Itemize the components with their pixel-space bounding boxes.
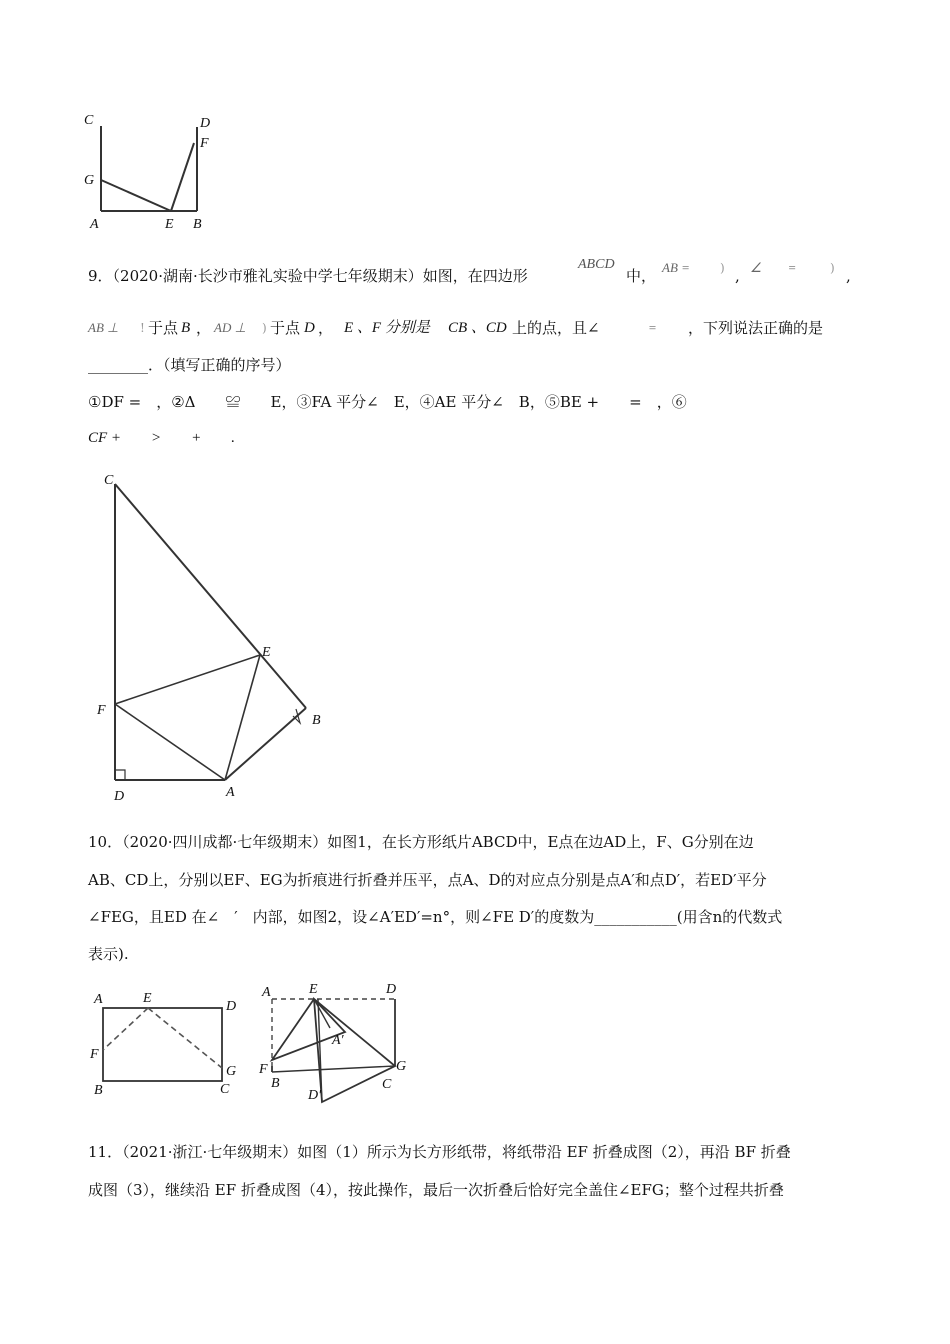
label-e9: E <box>262 645 271 660</box>
side-bottom <box>272 1066 395 1072</box>
q9-l2g: 上的点，且∠ <box>512 319 600 337</box>
label-a10a: A <box>94 992 103 1007</box>
q9-l2a: AB ⊥ <box>88 320 119 335</box>
label-g10b: G <box>396 1059 407 1074</box>
label-d10a: D <box>226 999 237 1014</box>
q9-l2-mark2: ) <box>262 321 267 335</box>
q9-comma1: , <box>735 267 740 285</box>
q10-line4: 表示). <box>88 945 129 963</box>
q11-line2: 成图（3），继续沿 EF 折叠成图（4），按此操作，最后一次折叠后恰好完全盖住∠EFG；整个过程共折叠 <box>88 1181 784 1199</box>
q9-l2e: E 、F 分别是 <box>344 320 430 336</box>
q10-line1: 10．（2020·四川成都·七年级期末）如图1，在长方形纸片ABCD中，E点在边AD上，F、G分别在边 <box>88 833 754 851</box>
q9-quad: ABCD <box>578 257 615 272</box>
q9-l2c: AD ⊥ <box>214 320 246 335</box>
q9-ab-eq: AB = <box>662 260 690 275</box>
q9-blank-line: ________．（填写正确的序号） <box>88 356 291 374</box>
q9-l2f: CB 、CD <box>448 320 507 336</box>
label-e10a: E <box>143 991 152 1006</box>
q9-l2-pt-b: B <box>181 320 191 336</box>
label-d10b: D <box>386 982 397 997</box>
label-f10a: F <box>90 1047 99 1062</box>
label-g10a: G <box>226 1064 237 1079</box>
label-a2-10b: A′ <box>332 1033 344 1048</box>
label-a10b: A <box>262 985 271 1000</box>
label-d9: D <box>114 789 125 804</box>
label-d2-10b: D′ <box>308 1088 322 1103</box>
q9-l2-comma2: ， <box>318 319 334 337</box>
label-f: F <box>200 136 209 151</box>
q9-mark2: ) <box>830 261 835 275</box>
q9-comma2: , <box>846 267 851 285</box>
q9-l2-pt-d: D <box>304 320 315 336</box>
q11-line1: 11．（2021·浙江·七年级期末）如图（1）所示为长方形纸带，将纸带沿 EF 折叠成图（2），再沿 BF 折叠 <box>88 1143 791 1161</box>
label-b10b: B <box>271 1076 280 1091</box>
q9-number: 9． <box>88 267 113 285</box>
label-c: C <box>84 113 94 128</box>
label-a9: A <box>226 785 235 800</box>
q10-line3: ∠FEG，且ED 在∠ ′ 内部，如图2，设∠A′ED′=n°，则∠FE D′的度数为___________(用含n的代数式 <box>88 908 783 926</box>
q10-line2: AB、CD上，分别以EF、EG为折痕进行折叠并压平，点A、D的对应点分别是点A′和点D′，若ED′平分 <box>88 871 767 889</box>
label-e: E <box>165 217 174 232</box>
label-a: A <box>90 217 99 232</box>
q9-mid: 中， <box>626 267 657 285</box>
label-c10b: C <box>382 1077 392 1092</box>
label-c10a: C <box>220 1082 230 1097</box>
folded-triangle-a <box>272 999 345 1060</box>
q9-l2-mark: ! <box>140 321 145 335</box>
q9-l2b: 于点 <box>148 319 179 337</box>
q9-source: （2020·湖南·长沙市雅礼实验中学七年级期末）如图，在四边形 <box>112 267 528 285</box>
label-b: B <box>193 217 202 232</box>
label-b9: B <box>312 713 321 728</box>
q9-l2h: = <box>648 320 657 335</box>
q9-last-line: CF + > + . <box>88 430 236 446</box>
label-d: D <box>200 116 211 131</box>
label-f10b: F <box>259 1062 268 1077</box>
q9-angle-eq: ∠ = <box>750 260 797 275</box>
q9-l2-comma: ， <box>196 319 212 337</box>
label-e10b: E <box>309 982 318 997</box>
label-g: G <box>84 173 95 188</box>
q9-options: ①DF = ，②Δ ≌ E，③FA 平分∠ E，④AE 平分∠ B，⑤BE + = ，⑥ <box>88 393 687 411</box>
q9-mark1: ) <box>720 261 725 275</box>
label-b10a: B <box>94 1083 103 1098</box>
label-c9: C <box>104 473 114 488</box>
label-f9: F <box>97 703 106 718</box>
q9-l2d: 于点 <box>270 319 301 337</box>
q9-l2i: ，下列说法正确的是 <box>688 319 824 337</box>
